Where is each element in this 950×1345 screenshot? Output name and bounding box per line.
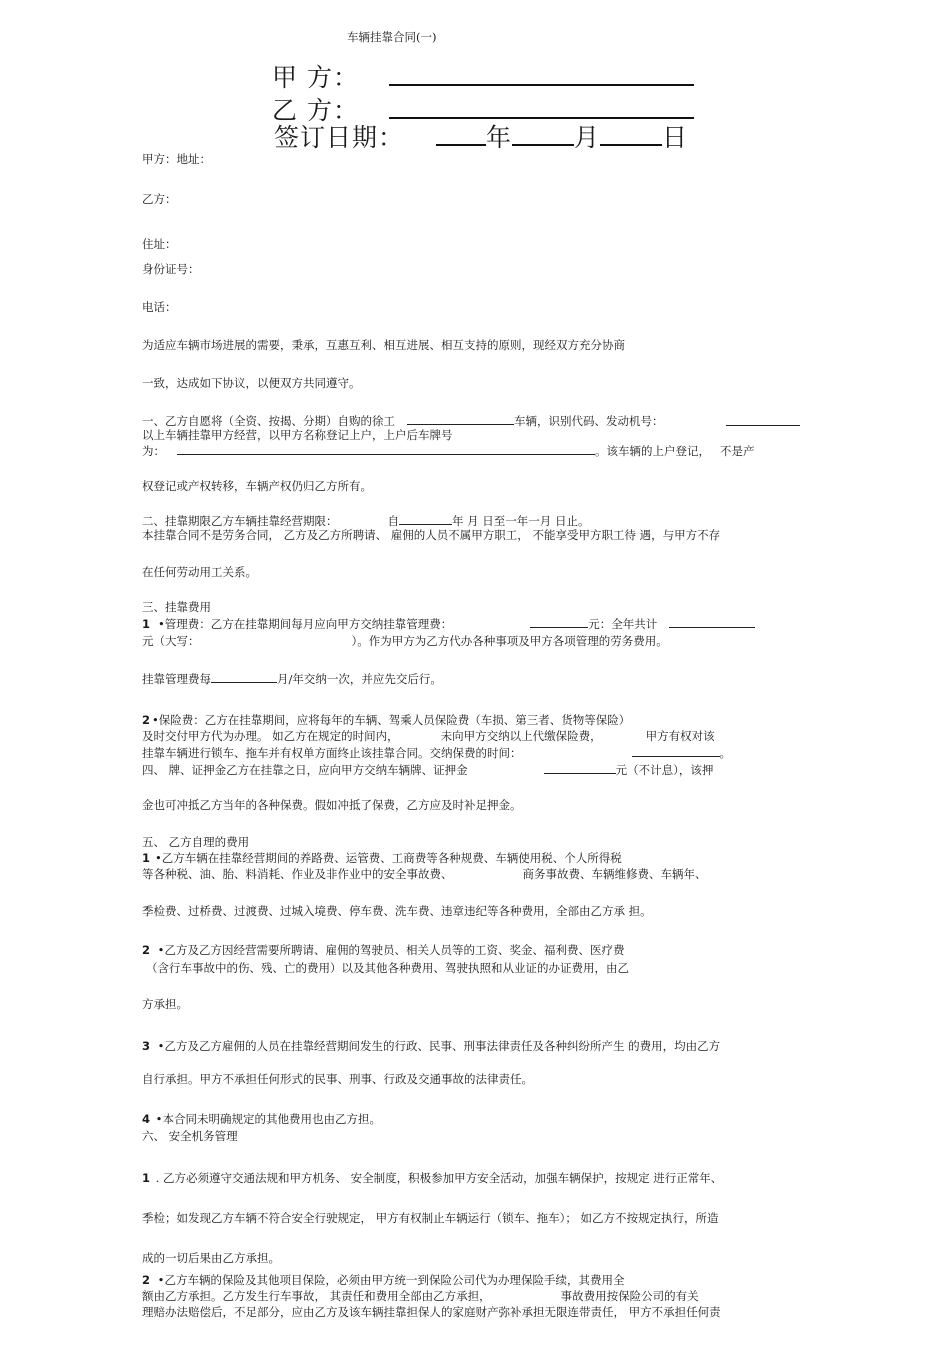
- payment-period-blank[interactable]: [211, 671, 277, 683]
- section-3-item-1-line-3: 挂靠管理费每 月/年交纳一次，并应先交后行。: [142, 672, 442, 686]
- section-6-title: 六、 安全机务管理: [142, 1129, 238, 1143]
- day-label: 日: [662, 123, 689, 152]
- monthly-fee-blank[interactable]: [530, 616, 588, 628]
- premium-payment-time-blank[interactable]: [632, 745, 720, 757]
- section-5-item-1-line-1: 1 •乙方车辆在挂靠经营期间的养路费、运管费、工商费等各种规费、车辆使用税、个人所得税: [142, 851, 622, 865]
- section-6-item-2-line-1: 2 •乙方车辆的保险及其他项目保险，必须由甲方统一到保险公司代为办理保险手续，其费用全: [142, 1273, 625, 1287]
- section-5-item-3-line-2: 自行承担。甲方不承担任何形式的民事、刑事、行政及交通事故的法律责任。: [142, 1072, 533, 1086]
- section-3-item-1-line-2: 元（大写： ）。作为甲方为乙方代办各种事项及甲方各项管理的劳务费用。: [142, 634, 668, 648]
- party-b-address: 住址：: [142, 237, 177, 251]
- section-1-line-2: 以上车辆挂靠甲方经营，以甲方名称登记上户，上户后车牌号: [142, 428, 453, 442]
- section-3-item-2-line-3: 挂靠车辆进行锁车、拖车并有权单方面终止该挂靠合同。交纳保费的时间： 。: [142, 746, 731, 760]
- section-2-line-3: 在任何劳动用工关系。: [142, 565, 257, 579]
- section-5-title: 五、 乙方自理的费用: [142, 835, 250, 849]
- year-label: 年: [486, 123, 513, 152]
- party-a-address: 甲方：地址：: [142, 152, 211, 166]
- plate-number-blank[interactable]: [177, 443, 595, 455]
- section-2-line-1: 二、挂靠期限乙方车辆挂靠经营期限： 自 年 月 日至一年一月 日止。: [142, 514, 590, 528]
- section-5-item-3-line-1: 3 •乙方及乙方雇佣的人员在挂靠经营期间发生的行政、民事、刑事法律责任及各种纠纷所产生 的费用，均由乙方: [142, 1039, 721, 1053]
- party-a-header: [272, 62, 694, 93]
- section-5-item-2-line-3: 方承担。: [142, 997, 188, 1011]
- phone: 电话：: [142, 300, 177, 314]
- section-6-item-2-line-2: 额由乙方承担。乙方发生行车事故， 其责任和费用全部由乙方承担， 事故费用按保险公司的有关: [142, 1289, 699, 1303]
- section-3-item-2-line-1: 2 •保险费：乙方在挂靠期间，应将每年的车辆、驾乘人员保险费（车损、第三者、货物等保险）: [142, 713, 631, 727]
- sign-date-header: [274, 122, 688, 153]
- vehicle-model-blank[interactable]: [407, 413, 514, 425]
- month-label: 月: [574, 123, 601, 152]
- section-3-title: 三、挂靠费用: [142, 600, 211, 614]
- section-1-line-4: 权登记或产权转移，车辆产权仍归乙方所有。: [142, 479, 372, 493]
- vin-engine-blank[interactable]: [726, 425, 800, 426]
- intro-line-2: 一致，达成如下协议，以便双方共同遵守。: [142, 376, 361, 390]
- party-a-blank[interactable]: [389, 62, 694, 86]
- section-4-line-2: 金也可冲抵乙方当年的各种保费。假如冲抵了保费，乙方应及时补足押金。: [142, 798, 522, 812]
- section-3-item-1-line-1: 1 •管理费：乙方在挂靠期间每月应向甲方交纳挂靠管理费： 元：全年共计: [142, 616, 755, 631]
- document-title: 车辆挂靠合同(一): [347, 30, 437, 44]
- id-number: 身份证号：: [142, 262, 200, 276]
- party-b-label: 乙 方：: [272, 96, 359, 125]
- section-5-item-4: 4 •本合同未明确规定的其他费用也由乙方担。: [142, 1112, 381, 1126]
- section-1-line-3: 为： 。该车辆的上户登记， 不是产: [142, 444, 755, 458]
- section-1-line-1: 一、乙方自愿将（全资、按揭、分期）自购的徐工 车辆，识别代码、发动机号：: [142, 414, 664, 428]
- party-a-label: 甲 方：: [272, 63, 359, 92]
- sign-year-blank[interactable]: [436, 122, 486, 146]
- sign-month-blank[interactable]: [512, 122, 574, 146]
- annual-fee-blank[interactable]: [669, 616, 755, 628]
- party-b-name: 乙方：: [142, 192, 177, 206]
- section-6-item-1-line-1: 1 . 乙方必须遵守交通法规和甲方机务、 安全制度，积极参加甲方安全活动，加强车辆保护，按规定 进行正常年、: [142, 1171, 723, 1185]
- term-years-blank[interactable]: [399, 513, 452, 525]
- section-5-item-2-line-1: 2 •乙方及乙方因经营需要所聘请、雇佣的驾驶员、相关人员等的工资、奖金、福利费、医疗费: [142, 943, 625, 957]
- party-b-blank[interactable]: [389, 95, 694, 119]
- sign-date-label: 签订日期：: [274, 123, 405, 152]
- section-6-item-1-line-2: 季检；如发现乙方车辆不符合安全行驶规定， 甲方有权制止车辆运行（锁车、拖车）； 如乙方不按规定执行，所造: [142, 1211, 719, 1225]
- section-5-item-2-line-2: （含行车事故中的伤、残、亡的费用）以及其他各种费用、驾驶执照和从业证的办证费用，由乙: [146, 961, 629, 975]
- intro-line-1: 为适应车辆市场进展的需要，秉承，互惠互利、相互进展、相互支持的原则，现经双方充分协商: [142, 338, 625, 352]
- section-3-item-2-line-2: 及时交付甲方代为办理。 如乙方在规定的时间内， 未向甲方交纳以上代缴保险费， 甲方有权对该: [142, 729, 715, 743]
- section-2-line-2: 本挂靠合同不是劳务合同， 乙方及乙方所聘请、 雇佣的人员不属甲方职工， 不能享受甲方职工待 遇，与甲方不存: [142, 528, 721, 542]
- section-6-item-1-line-3: 成的一切后果由乙方承担。: [142, 1251, 280, 1265]
- section-5-item-1-line-3: 季检费、过桥费、过渡费、过城入境费、停车费、洗车费、违章违纪等各种费用，全部由乙方承 担。: [142, 904, 652, 918]
- sign-day-blank[interactable]: [600, 122, 662, 146]
- deposit-amount-blank[interactable]: [544, 762, 616, 774]
- section-6-item-2-line-3: 理赔办法赔偿后，不足部分，应由乙方及该车辆挂靠担保人的家庭财产弥补承担无限连带责任， 甲方不承担任何责: [142, 1305, 721, 1319]
- section-4-line-1: 四、 牌、证押金乙方在挂靠之日，应向甲方交纳车辆牌、证押金 元（不计息），该押: [142, 763, 714, 777]
- section-5-item-1-line-2: 等各种税、油、胎、料消耗、作业及非作业中的安全事故费、 商务事故费、车辆维修费、车辆年、: [142, 867, 707, 881]
